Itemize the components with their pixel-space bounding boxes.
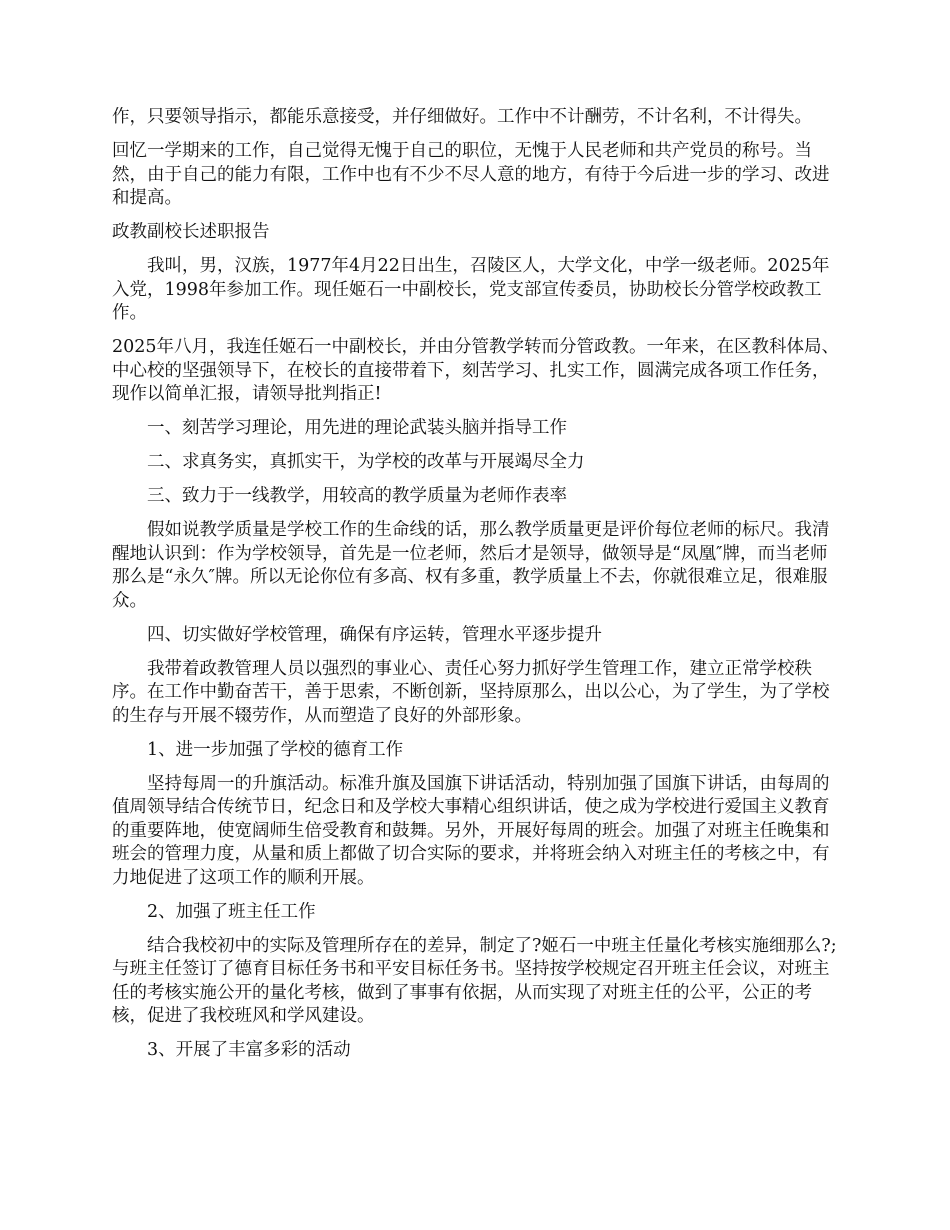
paragraph-intro: 我叫，男，汉族，1977年4月22日出生，召陵区人，大学文化，中学一级老师。2025年入党，1998年参加工作。现任姬石一中副校长，党支部宣传委员，协助校长分管学校政教工作。 bbox=[112, 256, 830, 323]
heading-one: 一、刻苦学习理论，用先进的理论武装头脑并指导工作 bbox=[147, 418, 567, 438]
paragraph-quality: 假如说教学质量是学校工作的生命线的话，那么教学质量更是评价每位老师的标尺。我清醒地认识到：作为学校领导，首先是一位老师，然后才是领导，做领导是“凤凰″牌，而当老师那么是“永久″牌。所以无论你位有多高、权有多重，教学质量上不去，你就很难立足，很难服众。 bbox=[112, 520, 830, 611]
subheading-1: 1、进一步加强了学校的德育工作 bbox=[147, 739, 404, 760]
paragraph-class-teacher: 结合我校初中的实际及管理所存在的差异，制定了?姬石一中班主任量化考核实施细那么?;与班主任签订了德育目标任务书和平安目标任务书。坚持按学校规定召开班主任会议，对班主任的考核实施公开的量化考核，做到了事事有依据，从而实现了对班主任的公平，公正的考核，促进了我校班风和学风建设。 bbox=[112, 935, 837, 1026]
section-title: 政教副校长述职报告 bbox=[112, 222, 270, 242]
paragraph-1: 作，只要领导指示，都能乐意接受，并仔细做好。工作中不计酬劳，不计名利，不计得失。 bbox=[112, 107, 812, 127]
paragraph-management: 我带着政教管理人员以强烈的事业心、责任心努力抓好学生管理工作，建立正常学校秩序。在工作中勤奋苦干，善于思索，不断创新，坚持原那么，出以公心，为了学生，为了学校的生存与开展不辍劳作，从而塑造了良好的外部形象。 bbox=[112, 658, 830, 726]
paragraph-2: 回忆一学期来的工作，自己觉得无愧于自己的职位，无愧于人民老师和共产党员的称号。当然，由于自己的能力有限，工作中也有不少不尽人意的地方，有待于今后进一步的学习、改进和提高。 bbox=[112, 141, 830, 208]
paragraph-summary: 2025年八月，我连任姬石一中副校长，并由分管教学转而分管政教。一年来，在区教科体局、中心校的坚强领导下，在校长的直接带着下，刻苦学习、扎实工作，圆满完成各项工作任务，现作以简单汇报，请领导批判指正! bbox=[112, 337, 840, 404]
heading-four: 四、切实做好学校管理，确保有序运转，管理水平逐步提升 bbox=[147, 624, 602, 645]
subheading-3: 3、开展了丰富多彩的活动 bbox=[147, 1040, 351, 1060]
document-body bbox=[112, 106, 844, 1073]
heading-two: 二、求真务实，真抓实干，为学校的改革与开展竭尽全力 bbox=[147, 452, 585, 472]
heading-three: 三、致力于一线教学，用较高的教学质量为老师作表率 bbox=[147, 486, 567, 506]
paragraph-moral-education: 坚持每周一的升旗活动。标准升旗及国旗下讲话活动，特别加强了国旗下讲话，由每周的值周领导结合传统节日，纪念日和及学校大事精心组织讲话，使之成为学校进行爱国主义教育的重要阵地，使宽阔师生倍受教育和鼓舞。另外，开展好每周的班会。加强了对班主任晚集和班会的管理力度，从量和质上都做了切合实际的要求，并将班会纳入对班主任的考核之中，有力地促进了这项工作的顺利开展。 bbox=[112, 773, 830, 888]
subheading-2: 2、加强了班主任工作 bbox=[147, 901, 316, 922]
